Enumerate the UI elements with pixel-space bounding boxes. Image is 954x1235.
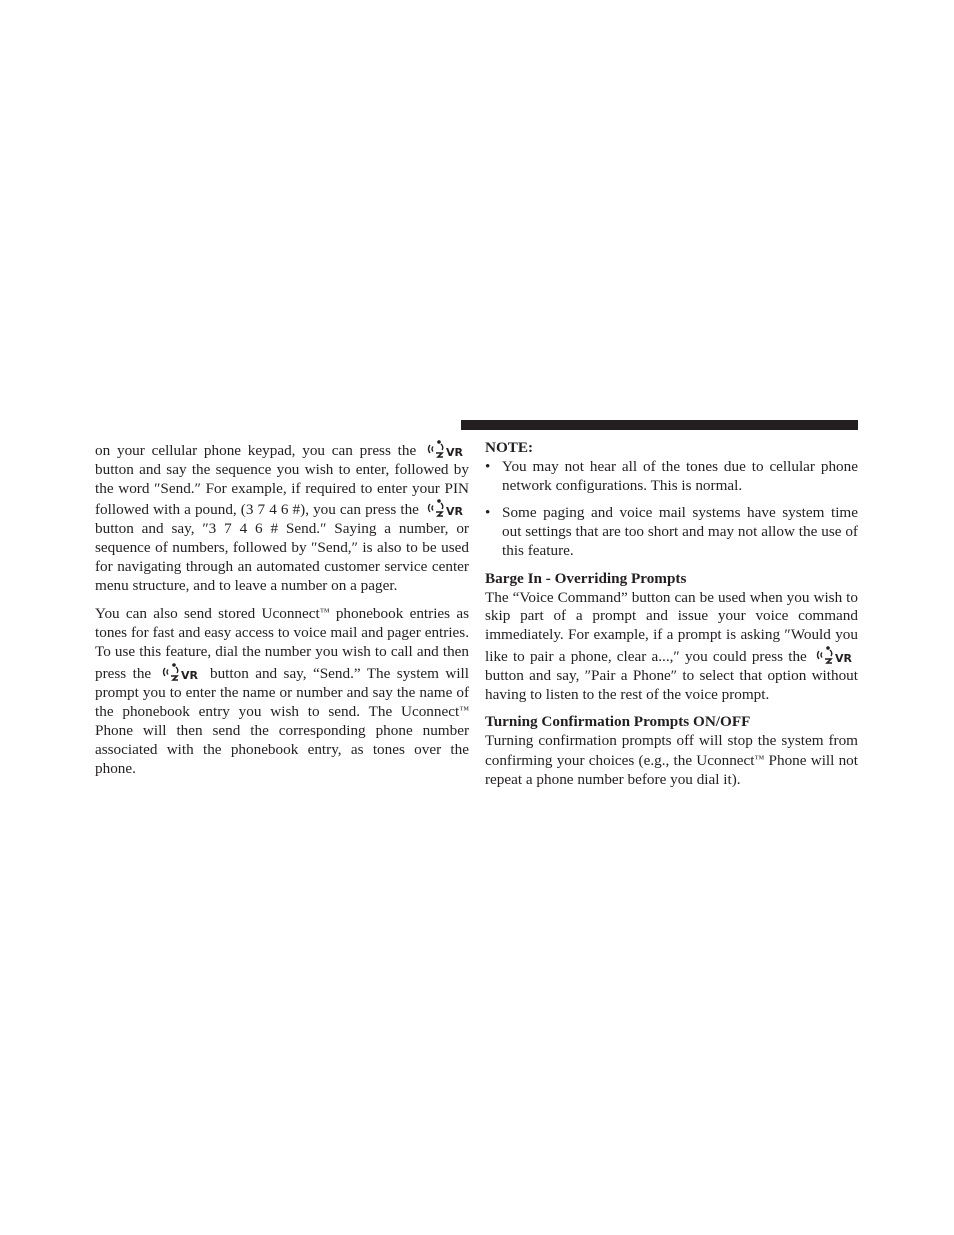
bullet-icon: • [485, 504, 491, 522]
section-heading-barge-in: Barge In - Overriding Prompts [485, 569, 687, 587]
svg-text:VR: VR [446, 505, 463, 519]
list-item [485, 458, 858, 496]
svg-text:VR: VR [835, 651, 852, 665]
text-segment: button and say, ″3 7 4 6 # Send.″ Saying a number, or sequence of numbers, followed by ″Send,″ is also to be used for navigating through an automated customer service center menu structure, and to leave a number on a pager. [95, 520, 469, 594]
paragraph-barge-in [485, 589, 858, 705]
note-bullet-list [485, 458, 858, 561]
section-heading-confirmation-prompts: Turning Confirmation Prompts ON/OFF [485, 713, 751, 731]
text-segment: You can also send stored Uconnect [95, 605, 320, 623]
voice-recognition-vr-icon [161, 662, 201, 682]
voice-recognition-vr-icon [426, 498, 466, 518]
right-column [485, 439, 858, 790]
text-segment: button and say the sequence you wish to enter, followed by the word ″Send.″ For example, if required to enter your PIN followed with a pound, (3 7 4 6 #), you can press the [95, 460, 469, 519]
text-segment: button and say, ″Pair a Phone″ to select that option without having to listen to the rest of the voice prompt. [485, 666, 858, 703]
section-header-bar [461, 420, 858, 430]
text-segment: Turning confirmation prompts off will stop the system from confirming your choices (e.g., the Uconnect [485, 732, 858, 769]
svg-text:VR: VR [180, 668, 198, 682]
trademark-symbol: ™ [459, 705, 469, 717]
voice-recognition-vr-icon [426, 439, 466, 459]
text-segment: on your cellular phone keypad, you can press the [95, 442, 417, 459]
note-label: NOTE: [485, 439, 534, 456]
svg-text:VR: VR [446, 446, 463, 459]
text-segment: phonebook entries as tones for fast and easy access to voice mail and pager entries. To use this feature, dial the number you wish to call and then press the [95, 605, 469, 682]
list-item [485, 504, 858, 560]
trademark-symbol: ™ [754, 753, 765, 765]
text-segment: Phone will then send the corresponding phone number associated with the phonebook entry, as tones over the phone. [95, 722, 469, 777]
bullet-icon: • [485, 457, 491, 475]
text-segment: button and say, “Send.” The system will prompt you to enter the name or number and say the name of the phonebook entry you wish to send. The Uconnect [95, 664, 469, 721]
voice-recognition-vr-icon [815, 645, 855, 665]
trademark-symbol: ™ [319, 607, 330, 619]
text-segment: The “Voice Command” button can be used when you wish to skip part of a prompt and issue your voice command immediately. For example, if a prompt is asking ″Would you like to pair a phone, clear a...,″ you could press the [485, 588, 858, 665]
paragraph-send-tones [95, 439, 469, 595]
paragraph-send-phonebook [95, 604, 469, 778]
bullet-text: Some paging and voice mail systems have system time out settings that are too short and may not allow the use of this feature. [502, 504, 858, 559]
paragraph-confirmation-prompts [485, 732, 858, 789]
left-column [95, 439, 469, 779]
text-segment: Phone will not repeat a phone number before you dial it). [485, 751, 858, 788]
bullet-text: You may not hear all of the tones due to cellular phone network configurations. This is normal. [502, 457, 858, 494]
